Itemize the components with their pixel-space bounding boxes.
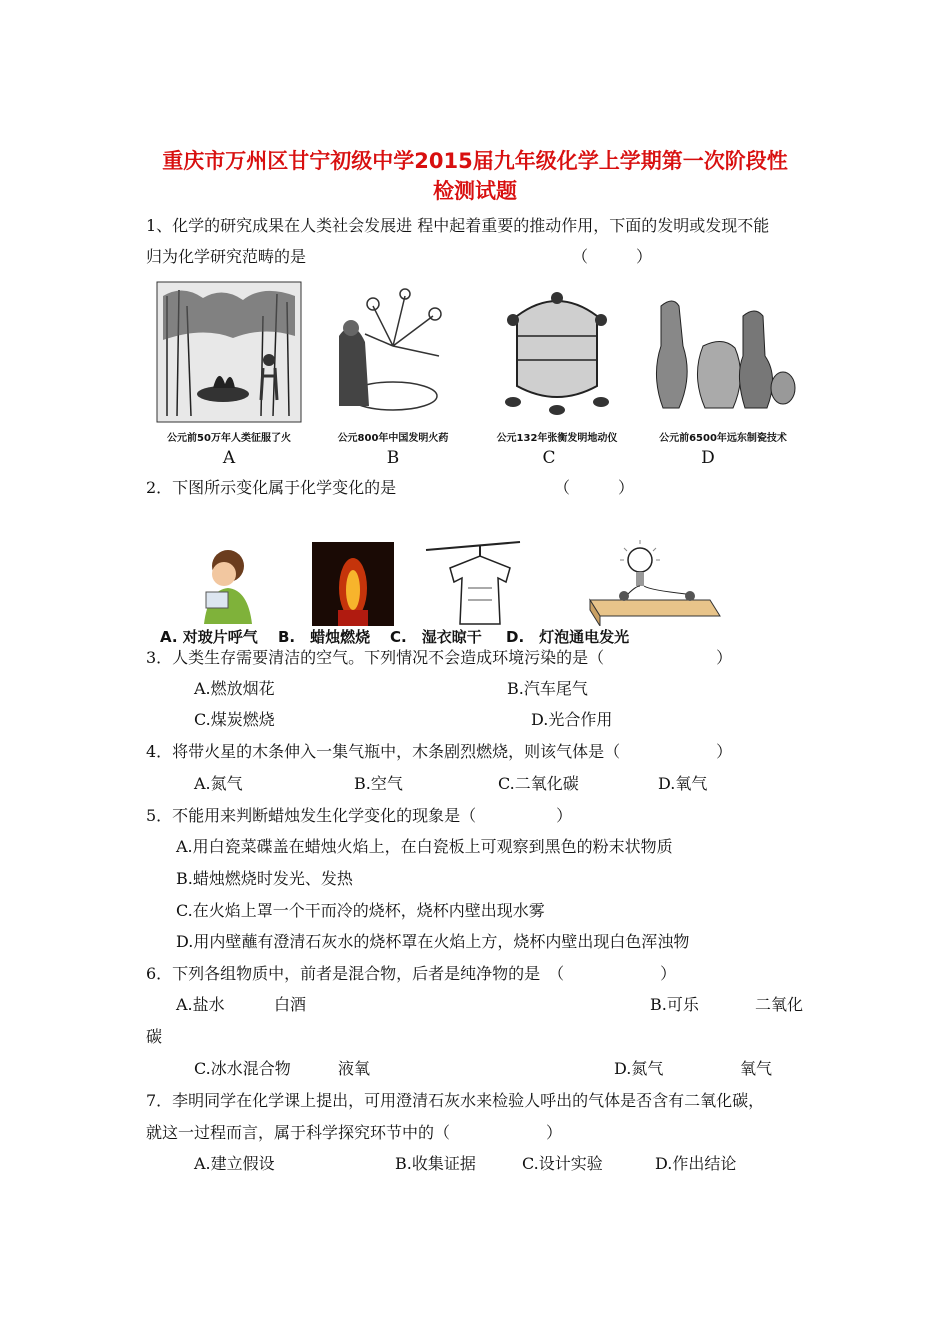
figure-2-caption-c: C. 湿衣晾干 — [390, 628, 482, 646]
figure-1-caption-a: 公元前50万年人类征服了火 — [167, 433, 291, 444]
question-4-text: 4．将带火星的木条伸入一集气瓶中，木条剧烈燃烧，则该气体是（ ） — [146, 742, 733, 761]
question-5-option-a: A.用白瓷菜碟盖在蜡烛火焰上，在白瓷板上可观察到黑色的粉末状物质 — [176, 837, 673, 856]
figure-1-caption-d: 公元前6500年远东制瓷技术 — [659, 433, 787, 444]
question-6-option-d-second: 氧气 — [740, 1059, 773, 1078]
question-6-option-d: D.氮气 — [614, 1059, 664, 1078]
question-7-option-b: B.收集证据 — [395, 1154, 476, 1173]
question-4-option-d: D.氧气 — [658, 774, 708, 793]
question-7-option-a: A.建立假设 — [194, 1154, 275, 1173]
question-2-text: 2．下图所示变化属于化学变化的是 — [146, 478, 397, 497]
question-6-option-a-second: 白酒 — [274, 995, 307, 1014]
document-title-line2: 检测试题 — [433, 179, 517, 203]
fireworks-icon — [321, 282, 465, 422]
question-3-option-d: D.光合作用 — [531, 710, 613, 729]
question-3-option-a: A.燃放烟花 — [194, 679, 275, 698]
question-3-option-c: C.煤炭燃烧 — [194, 710, 275, 729]
figure-2-caption-d: D. 灯泡通电发光 — [506, 628, 630, 646]
figure-2-caption-a: A. 对玻片呼气 — [160, 628, 258, 646]
figure-1-letter-c: C — [542, 448, 556, 468]
figure-2-caption-b: B. 蜡烛燃烧 — [278, 628, 371, 646]
question-3-option-b: B.汽车尾气 — [507, 679, 588, 698]
candle-flame-icon — [312, 542, 394, 626]
question-6-option-c: C.冰水混合物 — [194, 1059, 291, 1078]
figure-1-letter-b: B — [386, 448, 400, 468]
question-2-figure — [150, 538, 730, 648]
question-7-option-d: D.作出结论 — [655, 1154, 737, 1173]
question-7-text-line2: 就这一过程而言，属于科学探究环节中的（ ） — [146, 1123, 563, 1142]
question-1-text: 1、化学的研究成果在人类社会发展进 程中起着重要的推动作用，下面的发明或发现不能 — [146, 216, 770, 235]
question-4-option-a: A.氮气 — [194, 774, 243, 793]
question-4-option-c: C.二氧化碳 — [498, 774, 579, 793]
question-3-text: 3．人类生存需要清洁的空气。下列情况不会造成环境污染的是（ ） — [146, 648, 733, 667]
changes-illustration — [150, 538, 730, 626]
question-4-option-b: B.空气 — [354, 774, 403, 793]
question-7-option-c: C.设计实验 — [522, 1154, 603, 1173]
question-6-option-c-second: 液氧 — [338, 1059, 371, 1078]
question-5-option-c: C.在火焰上罩一个干而冷的烧杯，烧杯内壁出现水雾 — [176, 901, 545, 920]
figure-1-letter-a: A — [222, 448, 236, 468]
question-6-option-a: A.盐水 — [176, 995, 225, 1014]
question-1-answer-paren: （ ） — [572, 247, 653, 266]
figure-1-caption-c: 公元132年张衡发明地动仪 — [496, 433, 618, 444]
question-2-answer-paren: （ ） — [554, 478, 635, 497]
drying-clothes-icon — [426, 542, 520, 624]
figure-1-letter-d: D — [701, 448, 715, 468]
light-bulb-circuit-icon — [590, 540, 720, 626]
question-6-option-b-second: 二氧化 — [755, 995, 804, 1014]
fire-forest-icon — [157, 282, 301, 422]
question-5-text: 5．不能用来判断蜡烛发生化学变化的现象是（ ） — [146, 806, 573, 825]
porcelain-vases-icon — [649, 282, 797, 422]
question-6-option-b-wrap: 碳 — [146, 1027, 163, 1046]
question-7-text: 7．李明同学在化学课上提出，可用澄清石灰水来检验人呼出的气体是否含有二氧化碳， — [146, 1091, 765, 1110]
question-5-option-b: B.蜡烛燃烧时发光、发热 — [176, 869, 353, 888]
question-1-figure — [143, 276, 803, 472]
question-6-text: 6．下列各组物质中，前者是混合物，后者是纯净物的是 （ ） — [146, 964, 677, 983]
question-1-text-line2: 归为化学研究范畴的是 — [146, 247, 307, 266]
figure-1-caption-b: 公元800年中国发明火药 — [337, 433, 449, 444]
seismograph-icon — [485, 282, 629, 422]
question-5-option-d: D.用内壁蘸有澄清石灰水的烧杯罩在火焰上方，烧杯内壁出现白色浑浊物 — [176, 932, 690, 951]
document-title: 重庆市万州区甘宁初级中学2015届九年级化学上学期第一次阶段性 — [162, 149, 788, 173]
question-6-option-b: B.可乐 — [650, 995, 699, 1014]
girl-breathing-icon — [204, 550, 252, 624]
